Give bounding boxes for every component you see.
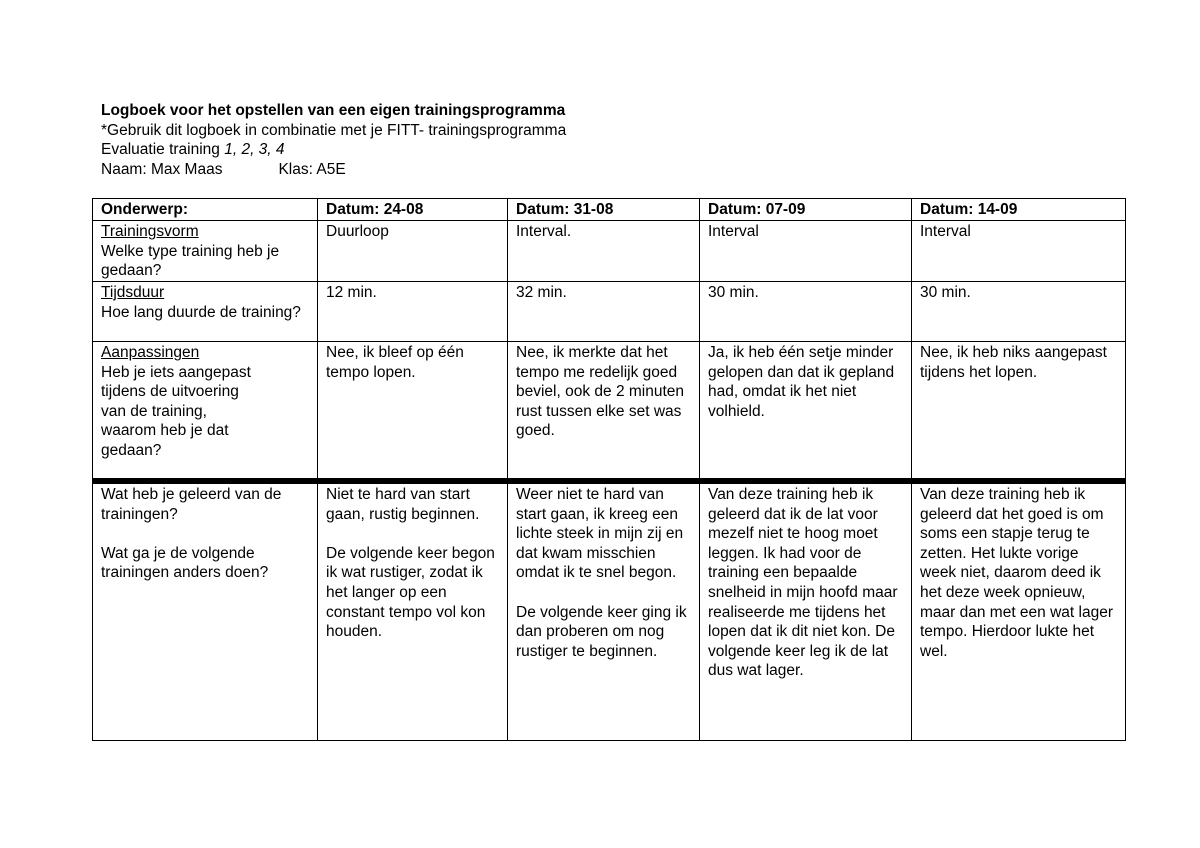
- table-cell: 30 min.: [700, 282, 912, 342]
- cell-paragraph: Van deze training heb ik geleerd dat het goed is om soms een stapje terug te zetten. Het lukte vorige week niet, daarom deed ik het deze week opnieuw, maar dan met een wat lager tempo. Hierdoor lukte het wel.: [920, 486, 1113, 660]
- document-header: [101, 101, 566, 179]
- table-cell: [318, 481, 508, 741]
- table-cell: Interval: [700, 221, 912, 282]
- cell-paragraph: De volgende keer begon ik wat rustiger, zodat ik het langer op een constant tempo vol kon houden.: [326, 544, 495, 641]
- cell-paragraph: Van deze training heb ik geleerd dat ik de lat voor mezelf niet te hoog moet leggen. Ik had voor de training een bepaalde snelheid in mijn hoofd maar realiseerde me tijdens het lopen dat ik dit niet kon. De volgende keer leg ik de lat dus wat lager.: [708, 486, 898, 680]
- table-header-row: [93, 199, 1126, 221]
- row-question-line: waarom heb je dat: [101, 422, 229, 440]
- row-question-line: tijdens de uitvoering: [101, 383, 239, 401]
- table-cell: Interval: [912, 221, 1126, 282]
- column-header-subject: Onderwerp:: [93, 199, 318, 221]
- row-label: Aanpassingen: [101, 344, 200, 361]
- table-cell: [700, 481, 912, 741]
- row-question: Welke type training heb je gedaan?: [101, 242, 280, 280]
- row-question-line: van de training,: [101, 402, 207, 420]
- table-cell: 12 min.: [318, 282, 508, 342]
- table-cell: 30 min.: [912, 282, 1126, 342]
- table-cell: Ja, ik heb één setje minder gelopen dan dat ik gepland had, omdat ik het niet volhield.: [700, 342, 912, 482]
- row-label-cell: [93, 282, 318, 342]
- table-row-aanpassingen: [93, 342, 1126, 482]
- table-row-lessen: [93, 481, 1126, 741]
- table-cell: 32 min.: [508, 282, 700, 342]
- row-label: Trainingsvorm: [101, 223, 199, 240]
- cell-paragraph: Niet te hard van start gaan, rustig beginnen.: [326, 486, 480, 523]
- table-row-trainingsvorm: [93, 221, 1126, 282]
- evaluation-line: [101, 140, 566, 160]
- row-label-cell: [93, 481, 318, 741]
- table-cell: [912, 481, 1126, 741]
- table-cell: Nee, ik heb niks aangepast tijdens het lopen.: [912, 342, 1126, 482]
- student-name: Naam: Max Maas: [101, 160, 223, 178]
- table-cell: Interval.: [508, 221, 700, 282]
- document-title: Logboek voor het opstellen van een eigen trainingsprogramma: [101, 102, 566, 119]
- table-row-tijdsduur: [93, 282, 1126, 342]
- table-cell: Nee, ik merkte dat het tempo me redelijk goed beviel, ook de 2 minuten rust tussen elke set was goed.: [508, 342, 700, 482]
- row-question: Wat ga je de volgende trainingen anders doen?: [101, 544, 269, 582]
- row-question-line: gedaan?: [101, 441, 162, 459]
- row-question-line: Heb je iets aangepast: [101, 363, 251, 381]
- fitt-note: *Gebruik dit logboek in combinatie met je FITT- trainingsprogramma: [101, 121, 567, 139]
- row-label: Tijdsduur: [101, 284, 165, 301]
- student-line: [101, 160, 566, 180]
- row-label-cell: [93, 221, 318, 282]
- column-header-date: Datum: 24-08: [318, 199, 508, 221]
- column-header-date: Datum: 31-08: [508, 199, 700, 221]
- cell-paragraph: De volgende keer ging ik dan proberen om nog rustiger te beginnen.: [516, 603, 687, 660]
- row-label-cell: [93, 342, 318, 482]
- table-cell: Duurloop: [318, 221, 508, 282]
- row-question: Wat heb je geleerd van de trainingen?: [101, 486, 282, 523]
- evaluation-label: Evaluatie training: [101, 141, 225, 159]
- student-class: Klas: A5E: [278, 160, 346, 178]
- row-question: Hoe lang duurde de training?: [101, 303, 301, 321]
- column-header-date: Datum: 07-09: [700, 199, 912, 221]
- evaluation-numbers: 1, 2, 3, 4: [224, 141, 285, 159]
- table-cell: [508, 481, 700, 741]
- column-header-date: Datum: 14-09: [912, 199, 1126, 221]
- cell-paragraph: Weer niet te hard van start gaan, ik kreeg een lichte steek in mijn zij en dat kwam misschien omdat ik te snel begon.: [516, 486, 684, 582]
- logbook-table: [92, 198, 1126, 741]
- table-cell: Nee, ik bleef op één tempo lopen.: [318, 342, 508, 482]
